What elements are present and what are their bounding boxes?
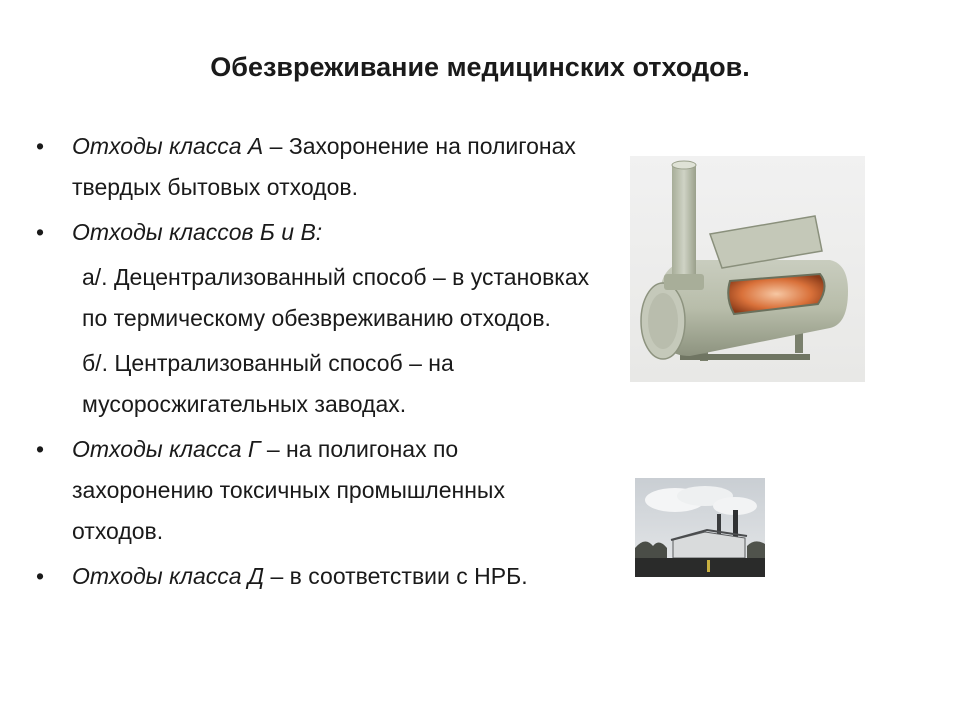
item-text: – на полигонах по захоронению токсичных промышленных отходов. [72, 436, 505, 544]
sub-item [36, 257, 596, 339]
list-item [36, 556, 596, 597]
list-item [36, 126, 596, 208]
item-class-label: Отходы класса Д [72, 563, 265, 589]
item-text: – в соответствии с НРБ. [264, 563, 528, 589]
item-text: – Захоронение на полигонах твердых бытовых отходов. [72, 133, 576, 200]
plant-image [635, 478, 765, 577]
item-class-label: Отходы класса Г [72, 436, 261, 462]
bullet-icon: • [36, 133, 45, 159]
incinerator-image [630, 156, 865, 382]
slide-title: Обезвреживание медицинских отходов. [210, 52, 750, 82]
item-class-label: Отходы классов Б и В: [72, 219, 323, 245]
bullet-list [36, 126, 596, 597]
bullet-icon: • [36, 563, 45, 589]
list-item [36, 212, 596, 253]
bullet-icon: • [36, 219, 45, 245]
bullet-icon: • [36, 436, 45, 462]
list-item [36, 429, 596, 552]
sub-item-text: а/. Децентрализованный способ – в установках по термическому обезвреживанию отходов. [82, 264, 590, 331]
sub-item [36, 343, 596, 425]
sub-item-text: б/. Централизованный способ – на мусоросжигательных заводах. [82, 350, 454, 417]
item-class-label: Отходы класса А [72, 133, 264, 159]
